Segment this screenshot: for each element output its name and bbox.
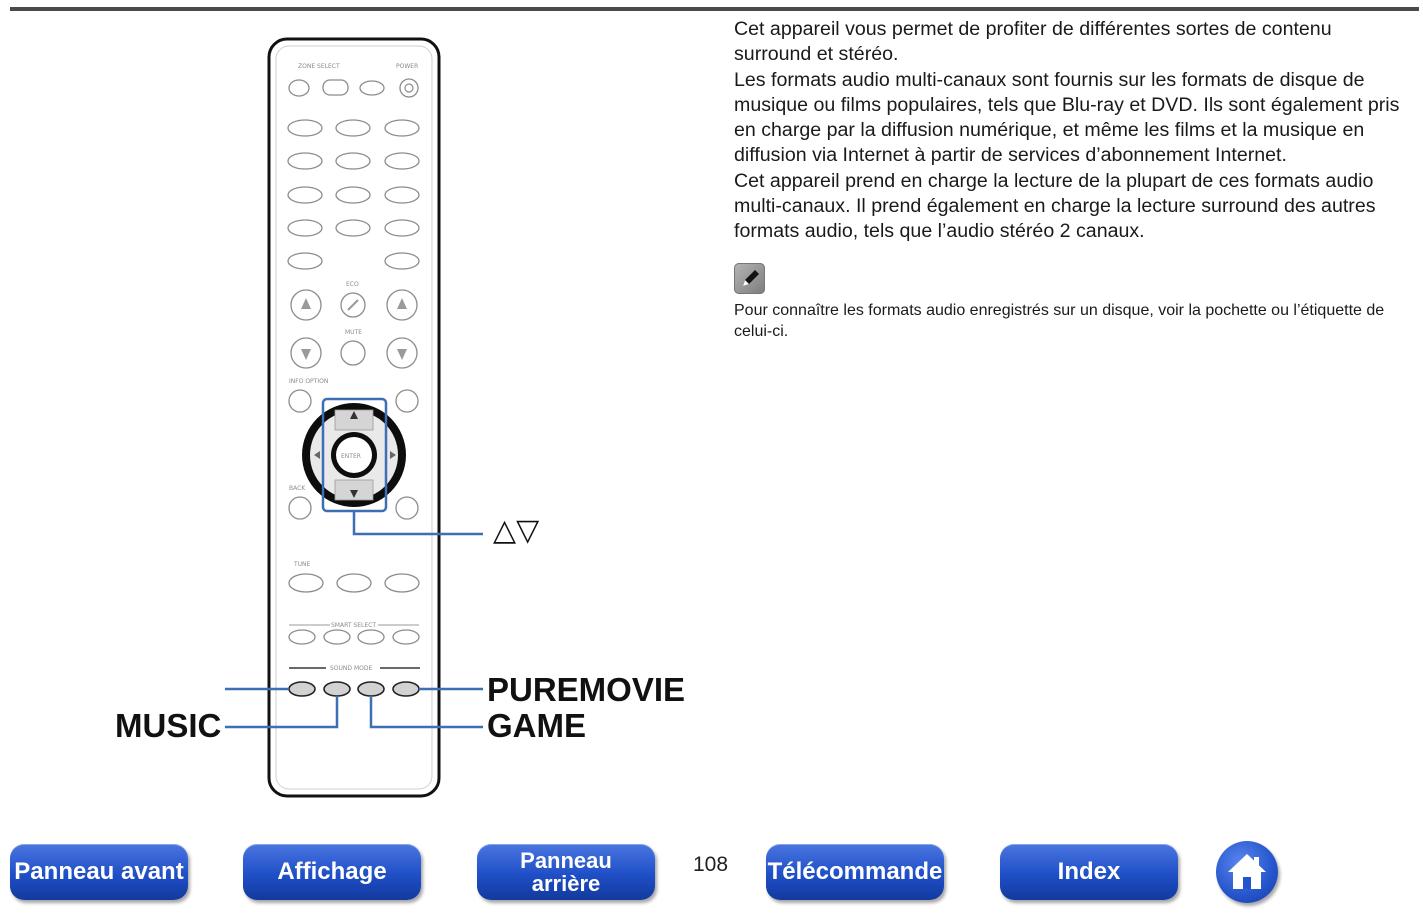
front-panel-label: Panneau avant <box>14 858 184 885</box>
remote-label-power: POWER <box>396 63 419 70</box>
rear-panel-label-line1: Panneau <box>520 848 612 873</box>
display-button[interactable] <box>243 844 421 900</box>
remote-control-button[interactable] <box>766 844 944 900</box>
remote-control-label: Télécommande <box>767 858 943 885</box>
remote-label-info: INFO OPTION <box>289 378 329 385</box>
page-number: 108 <box>693 853 729 876</box>
front-panel-button[interactable] <box>10 844 188 900</box>
puremovie-callout: PUREMOVIE <box>487 671 686 708</box>
body-text <box>734 17 1414 245</box>
remote-label-eco: ECO <box>346 281 359 288</box>
paragraph-formats: Les formats audio multi-canaux sont fournis sur les formats de disque de musique ou films populaires, tels que Blu-ray et DVD. Ils sont également pris en charge par la diffusion numérique, et même les films et la musique en diffusion via Internet à partir de services d’abonnement Internet. <box>734 68 1400 167</box>
top-divider <box>10 7 1419 11</box>
paragraph-intro: Cet appareil vous permet de profiter de différentes sortes de contenu surround et stéréo. <box>734 18 1332 66</box>
game-callout: GAME <box>487 707 586 744</box>
index-button[interactable] <box>1000 844 1178 900</box>
remote-label-smart-select: SMART SELECT <box>331 622 376 629</box>
display-label: Affichage <box>277 858 387 885</box>
remote-label-mute: MUTE <box>345 329 363 336</box>
rear-panel-label-line2: arrière <box>531 871 601 896</box>
remote-label-enter: ENTER <box>341 453 361 460</box>
remote-label-sound-mode: SOUND MODE <box>330 665 373 672</box>
paragraph-support: Cet appareil prend en charge la lecture de la plupart de ces formats audio multi-canaux. Il prend également en charge la lecture surround des autres formats audio, tels que l’audio stéréo 2 canaux. <box>734 169 1376 243</box>
remote-label-zone: ZONE SELECT <box>298 63 340 70</box>
home-button[interactable] <box>1216 841 1278 903</box>
index-label: Index <box>1057 858 1121 885</box>
cursor-arrows-callout: △▽ <box>493 514 540 547</box>
pencil-note-icon <box>734 263 765 294</box>
remote-label-back: BACK <box>289 485 306 492</box>
home-icon <box>1216 841 1278 903</box>
note-text: Pour connaître les formats audio enregistrés sur un disque, voir la pochette ou l’étiquette de celui-ci. <box>734 302 1385 340</box>
remote-label-tune: TUNE <box>294 561 311 568</box>
rear-panel-button[interactable] <box>477 844 655 900</box>
music-callout: MUSIC <box>115 707 222 744</box>
